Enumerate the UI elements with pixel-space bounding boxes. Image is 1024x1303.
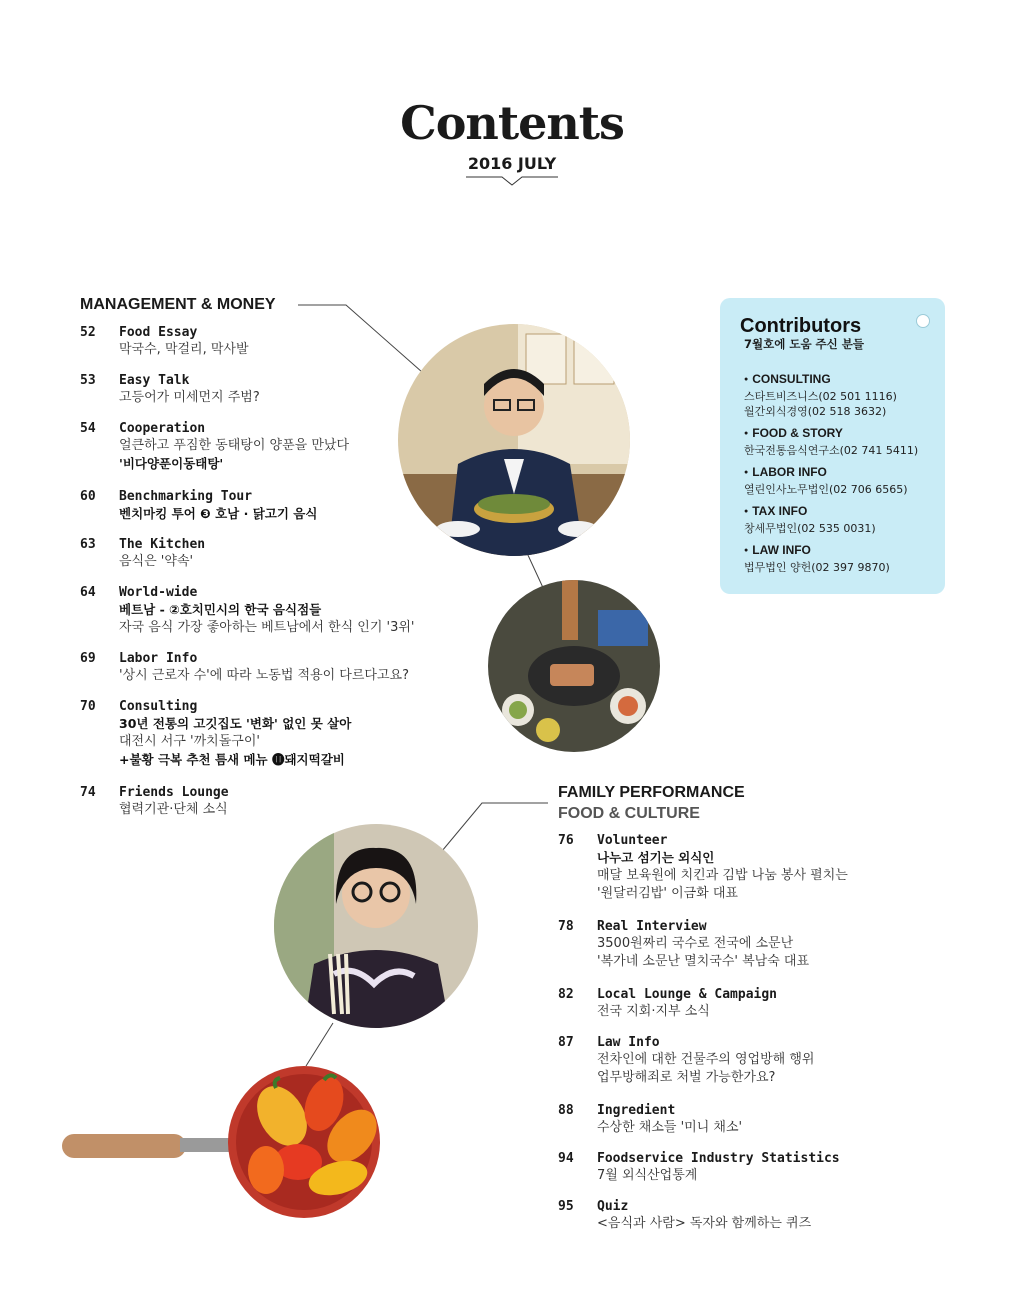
entry-line: 업무방해죄로 처벌 가능한가요? <box>597 1070 776 1085</box>
section-heading-family: FAMILY PERFORMANCE <box>558 784 745 801</box>
contributor-value: 한국전통음식연구소(02 741 5411) <box>744 444 919 457</box>
entry-title: Friends Lounge <box>119 785 229 800</box>
tag-hole-icon <box>916 314 930 328</box>
toc-entry[interactable] <box>558 986 777 1021</box>
toc-entry[interactable] <box>80 536 205 571</box>
contributors-subtitle: 7월호에 도움 주신 분들 <box>744 337 864 351</box>
entry-line: 협력기관·단체 소식 <box>119 802 228 817</box>
contributor-value: 월간외식경영(02 518 3632) <box>744 405 887 418</box>
entry-line: 매달 보육원에 치킨과 김밥 나눔 봉사 펼치는 <box>597 868 848 883</box>
page-number: 88 <box>558 1103 574 1118</box>
toc-entry[interactable] <box>80 488 317 523</box>
entry-line: 수상한 채소들 '미니 채소' <box>597 1120 743 1135</box>
page-number: 70 <box>80 699 96 714</box>
entry-line: 음식은 '약속' <box>119 554 194 569</box>
entry-line: 나누고 섬기는 외식인 <box>597 850 715 865</box>
contributor-value: 열린인사노무법인(02 706 6565) <box>744 483 908 496</box>
page-number: 64 <box>80 585 96 600</box>
entry-line: 대전시 서구 '까치돌구이' <box>119 734 260 749</box>
contributor-group <box>744 543 890 575</box>
entry-title: Foodservice Industry Statistics <box>597 1151 840 1166</box>
page-number: 60 <box>80 489 96 504</box>
entry-line: 자국 음식 가장 좋아하는 베트남에서 한식 인기 '3위' <box>119 620 415 635</box>
section-heading-management: MANAGEMENT & MONEY <box>80 296 276 313</box>
entry-line: 베트남 - ②호치민시의 한국 음식점들 <box>119 602 322 617</box>
contributor-label: ● FOOD & STORY <box>744 426 918 443</box>
contributors-title: Contributors <box>740 315 862 337</box>
toc-entry[interactable] <box>558 1150 840 1185</box>
entry-line: '비다양푼이동태탕' <box>119 456 224 471</box>
contributor-group <box>744 372 897 419</box>
toc-entry[interactable] <box>558 1198 811 1233</box>
page-number: 53 <box>80 373 96 388</box>
page-number: 69 <box>80 651 96 666</box>
toc-entry[interactable] <box>558 1102 742 1137</box>
entry-title: World-wide <box>119 585 198 600</box>
entry-line: 7월 외식산업통계 <box>597 1168 698 1183</box>
entry-line: +불황 극복 추천 틈새 메뉴 ⓫돼지떡갈비 <box>119 752 345 767</box>
entry-line: '상시 근로자 수'에 따라 노동법 적용이 다르다고요? <box>119 668 410 683</box>
entry-line: '원달러김밥' 이금화 대표 <box>597 886 738 901</box>
entry-line: 얼큰하고 푸짐한 동태탕이 양푼을 만났다 <box>119 438 350 453</box>
entry-title: Quiz <box>597 1199 629 1214</box>
toc-entry[interactable] <box>80 324 249 359</box>
entry-line: 30년 전통의 고깃집도 '변화' 없인 못 살아 <box>119 716 352 731</box>
contributor-label: ● LABOR INFO <box>744 465 908 482</box>
toc-entry[interactable] <box>80 420 349 473</box>
contributor-value: 법무법인 양헌(02 397 9870) <box>744 561 890 574</box>
entry-title: Easy Talk <box>119 373 190 388</box>
photo-grilled-food <box>488 580 660 752</box>
issue-date: 2016 JULY <box>467 154 557 173</box>
toc-entry[interactable] <box>80 584 415 637</box>
entry-title: Real Interview <box>597 919 707 934</box>
contributor-group <box>744 504 876 536</box>
entry-line: 전차인에 대한 건물주의 영업방해 행위 <box>597 1052 815 1067</box>
toc-entry[interactable] <box>80 650 409 685</box>
entry-title: Law Info <box>597 1035 660 1050</box>
entry-title: Food Essay <box>119 325 198 340</box>
entry-title: Volunteer <box>597 833 668 848</box>
contributor-group <box>744 426 918 458</box>
section-subheading-culture: FOOD & CULTURE <box>558 805 700 822</box>
page-number: 76 <box>558 833 574 848</box>
page-number: 82 <box>558 987 574 1002</box>
page-number: 95 <box>558 1199 574 1214</box>
entry-line: 벤치마킹 투어 ❸ 호남 · 닭고기 음식 <box>119 506 318 521</box>
entry-line: 고등어가 미세먼지 주범? <box>119 390 260 405</box>
contributor-label: ● LAW INFO <box>744 543 890 560</box>
page-number: 52 <box>80 325 96 340</box>
page-number: 74 <box>80 785 96 800</box>
photo-woman-noodles <box>274 824 478 1028</box>
toc-entry[interactable] <box>80 698 351 769</box>
entry-title: Benchmarking Tour <box>119 489 253 504</box>
entry-title: Ingredient <box>597 1103 676 1118</box>
contributor-label: ● CONSULTING <box>744 372 897 389</box>
contributor-label: ● TAX INFO <box>744 504 876 521</box>
photo-chef-man <box>398 324 630 556</box>
toc-entry[interactable] <box>558 1034 814 1087</box>
entry-title: The Kitchen <box>119 537 206 552</box>
toc-entry[interactable] <box>80 784 229 819</box>
entry-title: Labor Info <box>119 651 198 666</box>
contributor-group <box>744 465 908 497</box>
entry-title: Local Lounge & Campaign <box>597 987 778 1002</box>
toc-entry[interactable] <box>558 918 809 971</box>
entry-line: 3500원짜리 국수로 전국에 소문난 <box>597 936 794 951</box>
contributor-value: 스타트비즈니스(02 501 1116) <box>744 390 897 403</box>
entry-line: 막국수, 막걸리, 막사발 <box>119 342 249 357</box>
toc-entry[interactable] <box>558 832 848 903</box>
page-number: 87 <box>558 1035 574 1050</box>
photo-mini-peppers <box>62 1066 402 1218</box>
toc-entry[interactable] <box>80 372 260 407</box>
entry-title: Consulting <box>119 699 198 714</box>
entry-title: Cooperation <box>119 421 206 436</box>
entry-line: 전국 지회·지부 소식 <box>597 1004 710 1019</box>
entry-line: <음식과 사람> 독자와 함께하는 퀴즈 <box>597 1216 812 1231</box>
page-number: 78 <box>558 919 574 934</box>
page-number: 54 <box>80 421 96 436</box>
page-number: 63 <box>80 537 96 552</box>
page-title: Contents <box>400 96 624 150</box>
entry-line: '복가네 소문난 멸치국수' 복남숙 대표 <box>597 954 810 969</box>
contributor-value: 창세무법인(02 535 0031) <box>744 522 876 535</box>
page-number: 94 <box>558 1151 574 1166</box>
